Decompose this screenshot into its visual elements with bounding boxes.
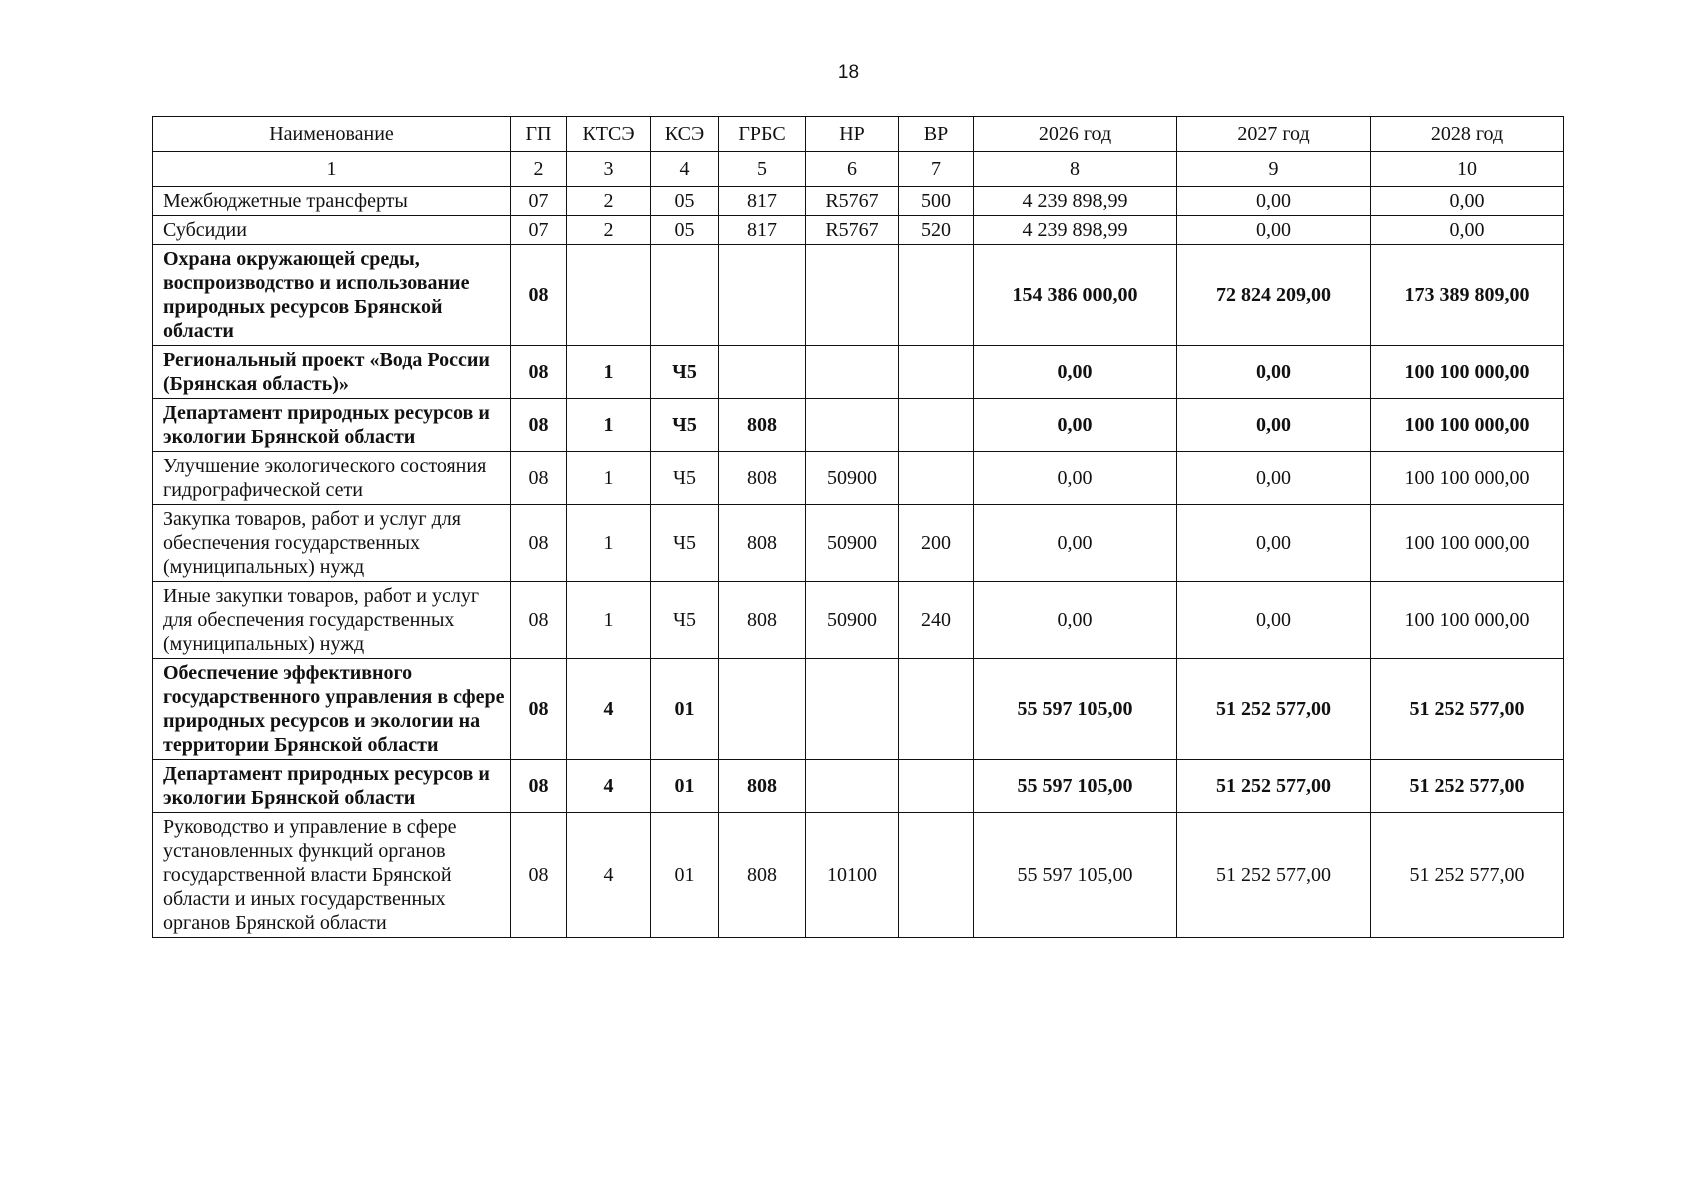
amount-2027-cell: 0,00 (1177, 187, 1371, 216)
column-number: 8 (974, 152, 1177, 187)
kse-cell: 05 (651, 187, 719, 216)
gp-cell: 08 (511, 505, 567, 582)
grbs-cell: 808 (719, 582, 806, 659)
amount-2026-cell: 4 239 898,99 (974, 216, 1177, 245)
amount-2027-cell: 72 824 209,00 (1177, 245, 1371, 346)
vr-cell: 520 (899, 216, 974, 245)
amount-2026-cell: 55 597 105,00 (974, 659, 1177, 760)
row-name-cell: Межбюджетные трансферты (153, 187, 511, 216)
column-number: 4 (651, 152, 719, 187)
budget-table (152, 116, 1564, 938)
row-name-cell: Департамент природных ресурсов и экологии Брянской области (153, 399, 511, 452)
amount-2027-cell: 51 252 577,00 (1177, 760, 1371, 813)
grbs-cell: 808 (719, 760, 806, 813)
header-kse: КСЭ (651, 117, 719, 152)
kse-cell: Ч5 (651, 346, 719, 399)
table-row (153, 187, 1564, 216)
nr-cell (806, 245, 899, 346)
amount-2026-cell: 0,00 (974, 505, 1177, 582)
nr-cell: R5767 (806, 187, 899, 216)
column-number: 9 (1177, 152, 1371, 187)
kse-cell: Ч5 (651, 399, 719, 452)
vr-cell (899, 813, 974, 938)
gp-cell: 08 (511, 659, 567, 760)
row-name-cell: Региональный проект «Вода России (Брянская область)» (153, 346, 511, 399)
table-row (153, 659, 1564, 760)
amount-2028-cell: 100 100 000,00 (1371, 452, 1564, 505)
ktse-cell: 1 (567, 505, 651, 582)
column-number: 2 (511, 152, 567, 187)
vr-cell: 200 (899, 505, 974, 582)
row-name-cell: Закупка товаров, работ и услуг для обеспечения государственных (муниципальных) нужд (153, 505, 511, 582)
grbs-cell: 808 (719, 452, 806, 505)
header-gp: ГП (511, 117, 567, 152)
grbs-cell: 808 (719, 399, 806, 452)
table-row (153, 452, 1564, 505)
gp-cell: 08 (511, 813, 567, 938)
kse-cell: Ч5 (651, 505, 719, 582)
header-name: Наименование (153, 117, 511, 152)
amount-2027-cell: 0,00 (1177, 452, 1371, 505)
amount-2027-cell: 0,00 (1177, 505, 1371, 582)
gp-cell: 08 (511, 399, 567, 452)
ktse-cell: 1 (567, 452, 651, 505)
grbs-cell (719, 245, 806, 346)
ktse-cell: 4 (567, 760, 651, 813)
amount-2028-cell: 51 252 577,00 (1371, 659, 1564, 760)
vr-cell: 240 (899, 582, 974, 659)
ktse-cell: 4 (567, 659, 651, 760)
header-vr: ВР (899, 117, 974, 152)
column-number: 10 (1371, 152, 1564, 187)
nr-cell (806, 399, 899, 452)
nr-cell: 50900 (806, 505, 899, 582)
ktse-cell: 2 (567, 187, 651, 216)
vr-cell (899, 760, 974, 813)
kse-cell: Ч5 (651, 452, 719, 505)
kse-cell: 05 (651, 216, 719, 245)
column-number: 3 (567, 152, 651, 187)
vr-cell (899, 245, 974, 346)
row-name-cell: Иные закупки товаров, работ и услуг для обеспечения государственных (муниципальных) нужд (153, 582, 511, 659)
gp-cell: 07 (511, 216, 567, 245)
kse-cell: 01 (651, 760, 719, 813)
kse-cell (651, 245, 719, 346)
header-2027: 2027 год (1177, 117, 1371, 152)
gp-cell: 08 (511, 582, 567, 659)
nr-cell: 50900 (806, 452, 899, 505)
header-ktse: КТСЭ (567, 117, 651, 152)
table-row (153, 505, 1564, 582)
grbs-cell: 808 (719, 505, 806, 582)
kse-cell: 01 (651, 659, 719, 760)
header-row (153, 117, 1564, 152)
table-row (153, 216, 1564, 245)
nr-cell (806, 659, 899, 760)
column-number: 1 (153, 152, 511, 187)
gp-cell: 08 (511, 452, 567, 505)
grbs-cell: 808 (719, 813, 806, 938)
nr-cell: R5767 (806, 216, 899, 245)
column-number-row (153, 152, 1564, 187)
table-row (153, 813, 1564, 938)
amount-2027-cell: 0,00 (1177, 399, 1371, 452)
gp-cell: 08 (511, 346, 567, 399)
amount-2028-cell: 0,00 (1371, 187, 1564, 216)
amount-2028-cell: 51 252 577,00 (1371, 760, 1564, 813)
nr-cell (806, 346, 899, 399)
table-row (153, 346, 1564, 399)
nr-cell (806, 760, 899, 813)
table-row (153, 582, 1564, 659)
amount-2026-cell: 0,00 (974, 399, 1177, 452)
page-number: 18 (837, 62, 860, 83)
vr-cell (899, 399, 974, 452)
ktse-cell: 2 (567, 216, 651, 245)
amount-2026-cell: 55 597 105,00 (974, 760, 1177, 813)
amount-2028-cell: 51 252 577,00 (1371, 813, 1564, 938)
header-nr: НР (806, 117, 899, 152)
row-name-cell: Руководство и управление в сфере установленных функций органов государственной власти Брянской области и иных государственных органов Брянской области (153, 813, 511, 938)
column-number: 7 (899, 152, 974, 187)
amount-2028-cell: 173 389 809,00 (1371, 245, 1564, 346)
gp-cell: 07 (511, 187, 567, 216)
amount-2026-cell: 4 239 898,99 (974, 187, 1177, 216)
grbs-cell: 817 (719, 187, 806, 216)
grbs-cell (719, 659, 806, 760)
row-name-cell: Департамент природных ресурсов и экологии Брянской области (153, 760, 511, 813)
table-row (153, 760, 1564, 813)
column-number: 5 (719, 152, 806, 187)
amount-2028-cell: 0,00 (1371, 216, 1564, 245)
row-name-cell: Охрана окружающей среды, воспроизводство и использование природных ресурсов Брянской области (153, 245, 511, 346)
nr-cell: 10100 (806, 813, 899, 938)
ktse-cell (567, 245, 651, 346)
amount-2027-cell: 0,00 (1177, 582, 1371, 659)
ktse-cell: 4 (567, 813, 651, 938)
row-name-cell: Обеспечение эффективного государственного управления в сфере природных ресурсов и экологии на территории Брянской области (153, 659, 511, 760)
amount-2028-cell: 100 100 000,00 (1371, 399, 1564, 452)
gp-cell: 08 (511, 245, 567, 346)
row-name-cell: Субсидии (153, 216, 511, 245)
gp-cell: 08 (511, 760, 567, 813)
column-number: 6 (806, 152, 899, 187)
table-row (153, 245, 1564, 346)
header-grbs: ГРБС (719, 117, 806, 152)
amount-2026-cell: 0,00 (974, 582, 1177, 659)
vr-cell (899, 659, 974, 760)
nr-cell: 50900 (806, 582, 899, 659)
ktse-cell: 1 (567, 346, 651, 399)
amount-2027-cell: 51 252 577,00 (1177, 813, 1371, 938)
grbs-cell: 817 (719, 216, 806, 245)
amount-2027-cell: 0,00 (1177, 216, 1371, 245)
amount-2028-cell: 100 100 000,00 (1371, 346, 1564, 399)
row-name-cell: Улучшение экологического состояния гидрографической сети (153, 452, 511, 505)
ktse-cell: 1 (567, 399, 651, 452)
amount-2026-cell: 55 597 105,00 (974, 813, 1177, 938)
kse-cell: 01 (651, 813, 719, 938)
amount-2028-cell: 100 100 000,00 (1371, 582, 1564, 659)
amount-2026-cell: 0,00 (974, 452, 1177, 505)
vr-cell (899, 452, 974, 505)
kse-cell: Ч5 (651, 582, 719, 659)
header-2026: 2026 год (974, 117, 1177, 152)
amount-2027-cell: 51 252 577,00 (1177, 659, 1371, 760)
vr-cell: 500 (899, 187, 974, 216)
header-2028: 2028 год (1371, 117, 1564, 152)
amount-2028-cell: 100 100 000,00 (1371, 505, 1564, 582)
amount-2026-cell: 0,00 (974, 346, 1177, 399)
vr-cell (899, 346, 974, 399)
ktse-cell: 1 (567, 582, 651, 659)
amount-2027-cell: 0,00 (1177, 346, 1371, 399)
amount-2026-cell: 154 386 000,00 (974, 245, 1177, 346)
grbs-cell (719, 346, 806, 399)
table-body (153, 187, 1564, 938)
table-row (153, 399, 1564, 452)
